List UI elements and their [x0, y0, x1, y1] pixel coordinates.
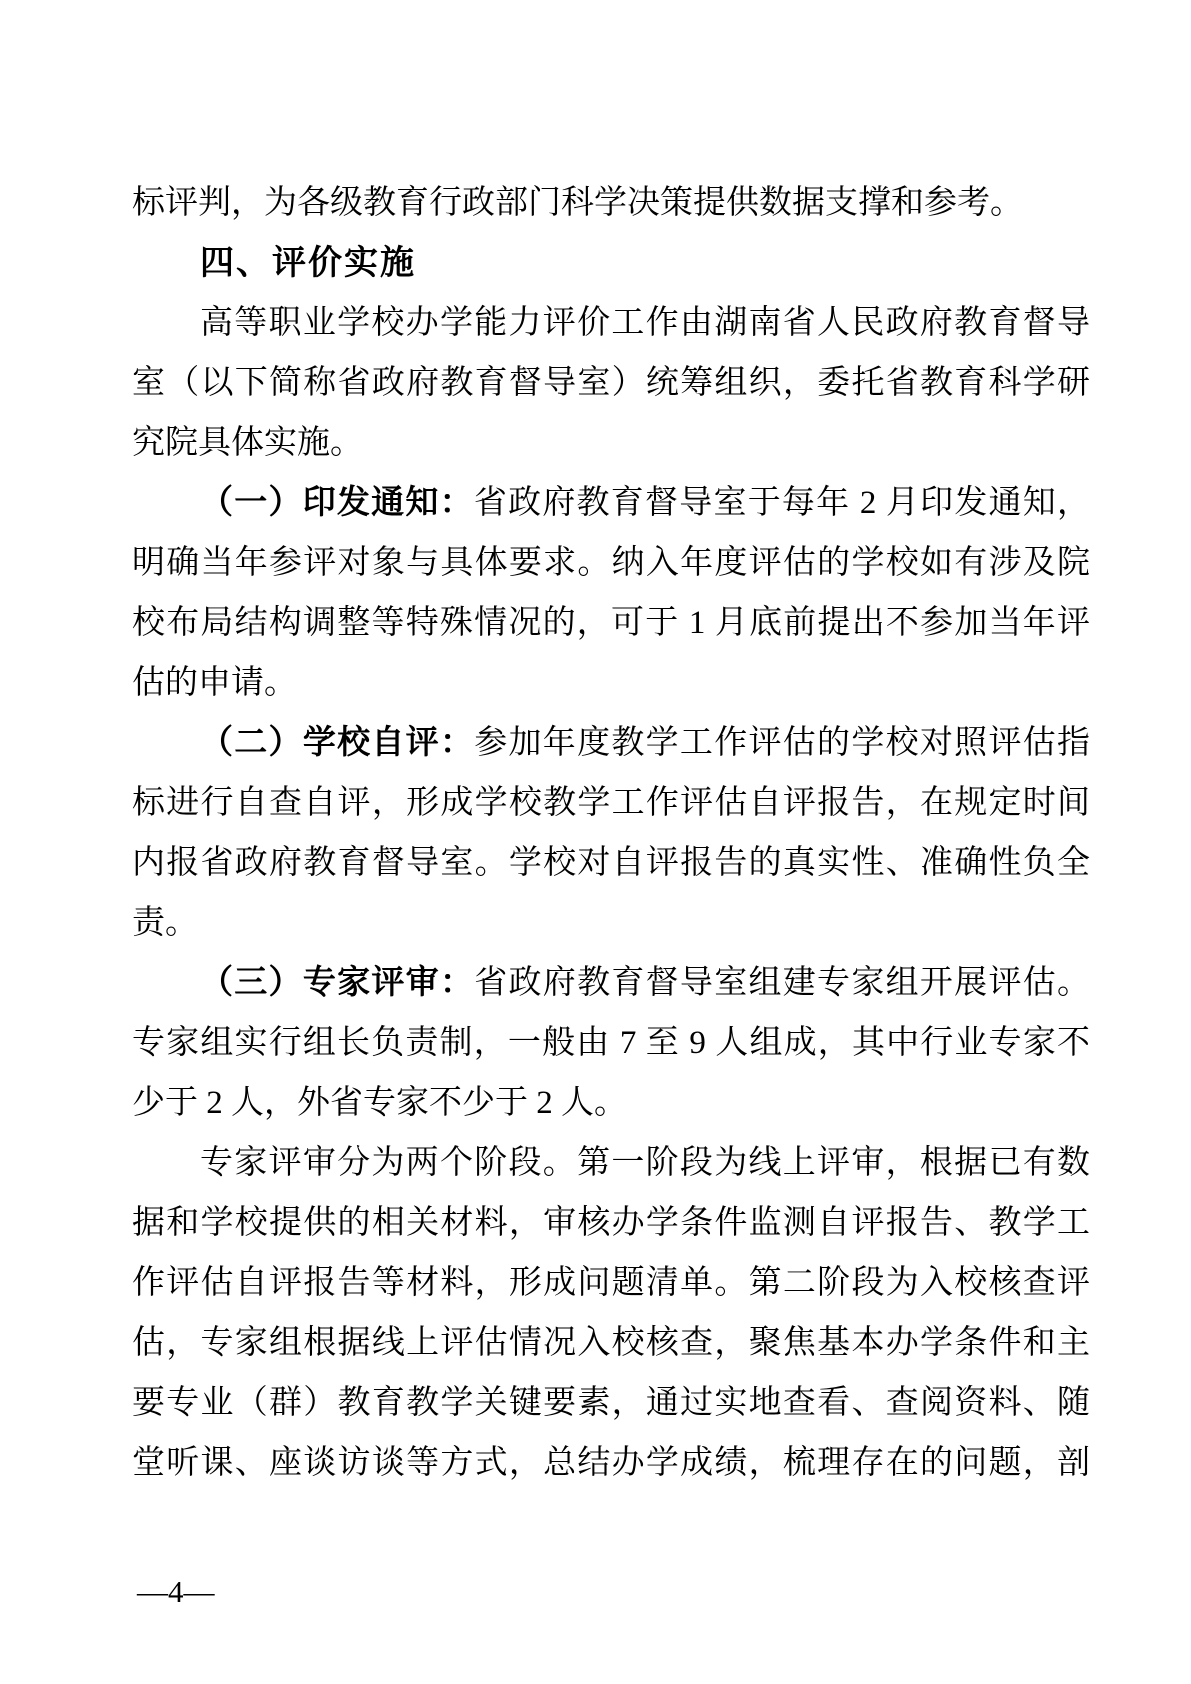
- line-text: 校布局结构调整等特殊情况的，可于 1 月底前提出不参加当年评: [132, 605, 1090, 641]
- page-number: —4—: [137, 1574, 215, 1609]
- line-text: 估，专家组根据线上评估情况入校核查，聚焦基本办学条件和主: [132, 1325, 1090, 1361]
- text-line: [132, 593, 1090, 653]
- document-body: [132, 173, 1090, 1493]
- text-line: [132, 293, 1090, 353]
- line-text: 标进行自查自评，形成学校教学工作评估自评报告，在规定时间: [132, 785, 1090, 821]
- page-footer: [137, 1572, 215, 1612]
- line-text: 明确当年参评对象与具体要求。纳入年度评估的学校如有涉及院: [132, 545, 1090, 581]
- line-text: 参加年度教学工作评估的学校对照评估指: [474, 725, 1091, 761]
- text-line: [132, 953, 1090, 1013]
- line-text: 专家组实行组长负责制，一般由 7 至 9 人组成，其中行业专家不: [132, 1025, 1090, 1061]
- text-line: [132, 413, 1090, 473]
- line-text: 省政府教育督导室组建专家组开展评估。: [474, 965, 1091, 1001]
- text-line: [132, 1013, 1090, 1073]
- line-text: 少于 2 人，外省专家不少于 2 人。: [132, 1085, 627, 1121]
- text-line: [132, 773, 1090, 833]
- line-text: 责。: [132, 905, 198, 941]
- line-text: 室（以下简称省政府教育督导室）统筹组织，委托省教育科学研: [132, 365, 1090, 401]
- text-line: [132, 893, 1090, 953]
- text-line: [132, 653, 1090, 713]
- line-text: 作评估自评报告等材料，形成问题清单。第二阶段为入校核查评: [132, 1265, 1090, 1301]
- text-line: [132, 1253, 1090, 1313]
- text-line: [132, 1133, 1090, 1193]
- text-line: [132, 713, 1090, 773]
- line-text: 据和学校提供的相关材料，审核办学条件监测自评报告、教学工: [132, 1205, 1090, 1241]
- text-line: [132, 833, 1090, 893]
- text-line: [132, 1313, 1090, 1373]
- line-text: 高等职业学校办学能力评价工作由湖南省人民政府教育督导: [200, 305, 1090, 341]
- text-line: [132, 533, 1090, 593]
- text-line: [132, 1373, 1090, 1433]
- line-text: 四、评价实施: [200, 244, 416, 282]
- line-text: 省政府教育督导室于每年 2 月印发通知，: [473, 485, 1091, 521]
- section-heading: [132, 233, 1090, 293]
- text-line: [132, 1433, 1090, 1493]
- line-text: 内报省政府教育督导室。学校对自评报告的真实性、准确性负全: [132, 845, 1090, 881]
- text-line: [132, 473, 1090, 533]
- line-text: 估的申请。: [132, 665, 297, 701]
- line-text: 专家评审分为两个阶段。第一阶段为线上评审，根据已有数: [200, 1145, 1090, 1181]
- line-text: 要专业（群）教育教学关键要素，通过实地查看、查阅资料、随: [132, 1385, 1090, 1421]
- text-line: [132, 353, 1090, 413]
- text-line: [132, 1073, 1090, 1133]
- text-line: [132, 173, 1090, 233]
- line-text: 堂听课、座谈访谈等方式，总结办学成绩，梳理存在的问题，剖: [132, 1445, 1090, 1481]
- paragraph-lead: （一）印发通知：: [200, 485, 474, 521]
- line-text: 标评判，为各级教育行政部门科学决策提供数据支撑和参考。: [132, 185, 1023, 221]
- paragraph-lead: （二）学校自评：: [200, 725, 475, 761]
- text-line: [132, 1193, 1090, 1253]
- paragraph-lead: （三）专家评审：: [200, 965, 475, 1001]
- line-text: 究院具体实施。: [132, 425, 363, 461]
